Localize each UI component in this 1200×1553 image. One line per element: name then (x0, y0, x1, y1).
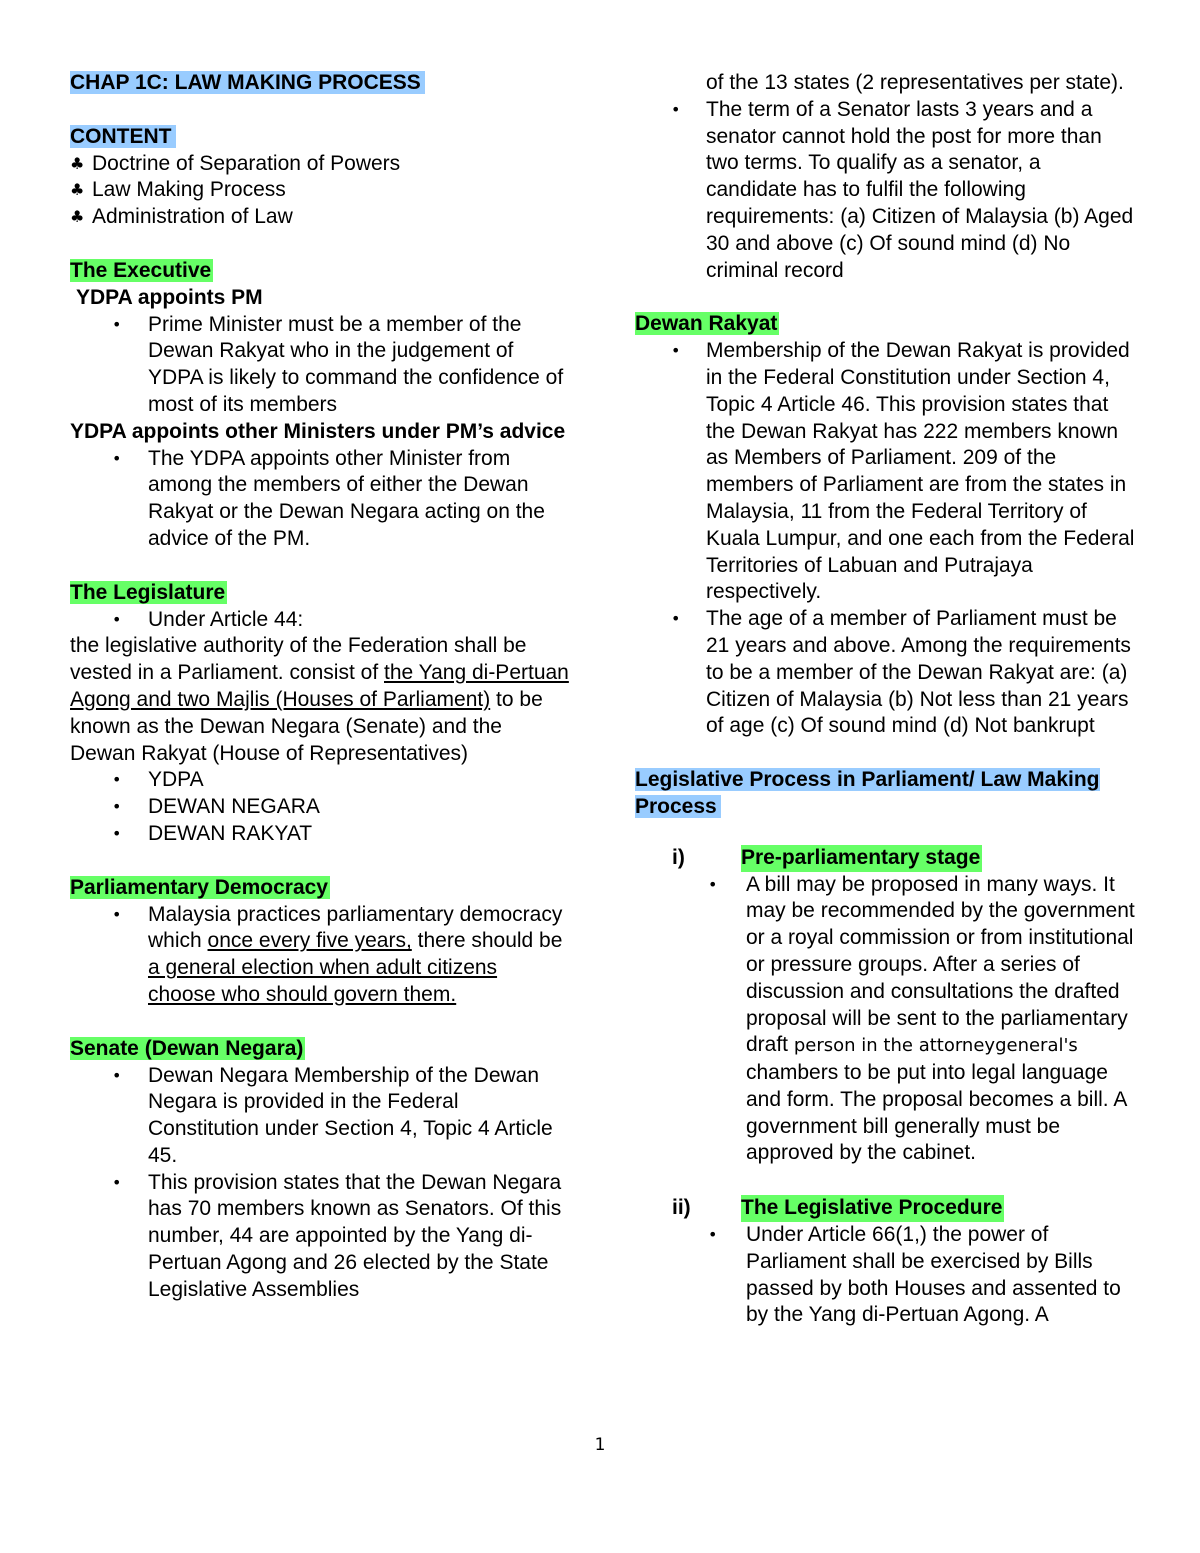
bullet-icon: • (112, 314, 122, 334)
bullet-icon: • (671, 609, 681, 629)
list-item: • DEWAN RAKYAT (70, 821, 570, 848)
step-title: Pre-parliamentary stage (741, 845, 982, 872)
list-item: • Malaysia practices parliamentary democracy which once every five years, there should be a general election when adult citizens choose who should govern them. (112, 902, 563, 1006)
process-step (635, 1195, 1135, 1222)
bullet-icon: • (708, 1225, 718, 1245)
list-item: • A bill may be proposed in many ways. It may be recommended by the government or a royal commission or from institutional or pressure groups. After a series of discussion and consultations the drafted proposal will be sent to the parliamentary draft person in the attorneygeneral's chambers to be put into legal language and form. The proposal becomes a bill. A government bill generally must be approved by the cabinet. (708, 872, 1135, 1165)
content-item: ♣ Administration of Law (70, 204, 570, 231)
page-title: CHAP 1C: LAW MAKING PROCESS (70, 70, 570, 97)
bullet-icon: • (708, 874, 718, 894)
club-bullet-icon: ♣ (70, 207, 85, 227)
list-item: • Under Article 66(1,) the power of Parliament shall be exercised by Bills passed by both Houses and assented to by the Yang di-Pertuan Agong. A (708, 1223, 1121, 1327)
bullet-icon: • (112, 1172, 122, 1192)
right-column (635, 70, 1135, 1329)
list-item: • The age of a member of Parliament must be 21 years and above. Among the requirements to be a member of the Dewan Rakyat are: (a) Citizen of Malaysia (b) Not less than 21 years of age (c) Of sound mind (d) Not bankrupt (671, 607, 1131, 738)
list-item: • Prime Minister must be a member of the Dewan Rakyat who in the judgement of YDPA is likely to command the confidence of most of its members (112, 312, 564, 416)
club-bullet-icon: ♣ (70, 180, 85, 200)
list-item: • Membership of the Dewan Rakyat is provided in the Federal Constitution under Section 4, Topic 4 Article 46. This provision states that the Dewan Rakyat has 222 members known as Members of Parliament. 209 of the members of Parliament are from the states in Malaysia, 11 from the Federal Territory of Kuala Lumpur, and one each from the Federal Territories of Labuan and Putrajaya respectively. (671, 339, 1135, 604)
list-item: • DEWAN NEGARA (70, 794, 570, 821)
list-item: • Dewan Negara Membership of the Dewan Negara is provided in the Federal Constitution under Section 4, Topic 4 Article 45. (112, 1063, 553, 1167)
club-bullet-icon: ♣ (70, 153, 85, 173)
list-item: • This provision states that the Dewan Negara has 70 members known as Senators. Of this number, 44 are appointed by the Yang di- Pertuan Agong and 26 elected by the State Legislative Assemblies (112, 1170, 562, 1301)
executive-heading: The Executive (70, 258, 212, 282)
bullet-icon: • (112, 823, 122, 843)
bullet-icon: • (112, 1065, 122, 1085)
bullet-icon: • (112, 904, 122, 924)
executive-subheading: YDPA appoints other Ministers under PM’s advice (70, 419, 566, 443)
content-heading: CONTENT (70, 124, 570, 151)
executive-subheading: YDPA appoints PM (76, 285, 263, 309)
content-item: ♣ Law Making Process (70, 177, 570, 204)
left-column (70, 70, 570, 1304)
content-item: ♣ Doctrine of Separation of Powers (70, 151, 570, 178)
bullet-icon: • (112, 770, 122, 790)
step-number: i) (672, 845, 685, 869)
bullet-icon: • (671, 99, 681, 119)
bullet-icon: • (112, 609, 122, 629)
list-item: • The YDPA appoints other Minister from among the members of either the Dewan Rakyat or the Dewan Negara acting on the advice of the PM. (112, 446, 545, 550)
senate-heading: Senate (Dewan Negara) (70, 1036, 304, 1060)
legislature-heading: The Legislature (70, 580, 226, 604)
process-heading: Legislative Process in Parliament/ Law Making Process (635, 768, 1100, 818)
list-item-continued: of the 13 states (2 representatives per state). (706, 71, 1124, 94)
bullet-icon: • (671, 341, 681, 361)
process-step (635, 845, 1135, 872)
legislature-paragraph: the legislative authority of the Federation shall be vested in a Parliament. consist of the Yang di-Pertuan Agong and two Majlis (Houses of Parliament) to be known as the Dewan Negara (Senate) and the Dewan Rakyat (House of Representatives) (70, 634, 569, 765)
list-item: • Under Article 44: (70, 607, 570, 634)
bullet-icon: • (112, 448, 122, 468)
list-item: • YDPA (70, 767, 570, 794)
democracy-heading: Parliamentary Democracy (70, 875, 328, 899)
bullet-icon: • (112, 797, 122, 817)
list-item: • The term of a Senator lasts 3 years and a senator cannot hold the post for more than two terms. To qualify as a senator, a candidate has to fulfil the following requirements: (a) Citizen of Malaysia (b) Aged 30 and above (c) Of sound mind (d) No criminal record (671, 97, 1134, 282)
dewan-rakyat-heading: Dewan Rakyat (635, 312, 778, 336)
step-title: The Legislative Procedure (741, 1195, 1004, 1222)
step-number: ii) (672, 1196, 691, 1220)
page-number: 1 (594, 1435, 606, 1455)
